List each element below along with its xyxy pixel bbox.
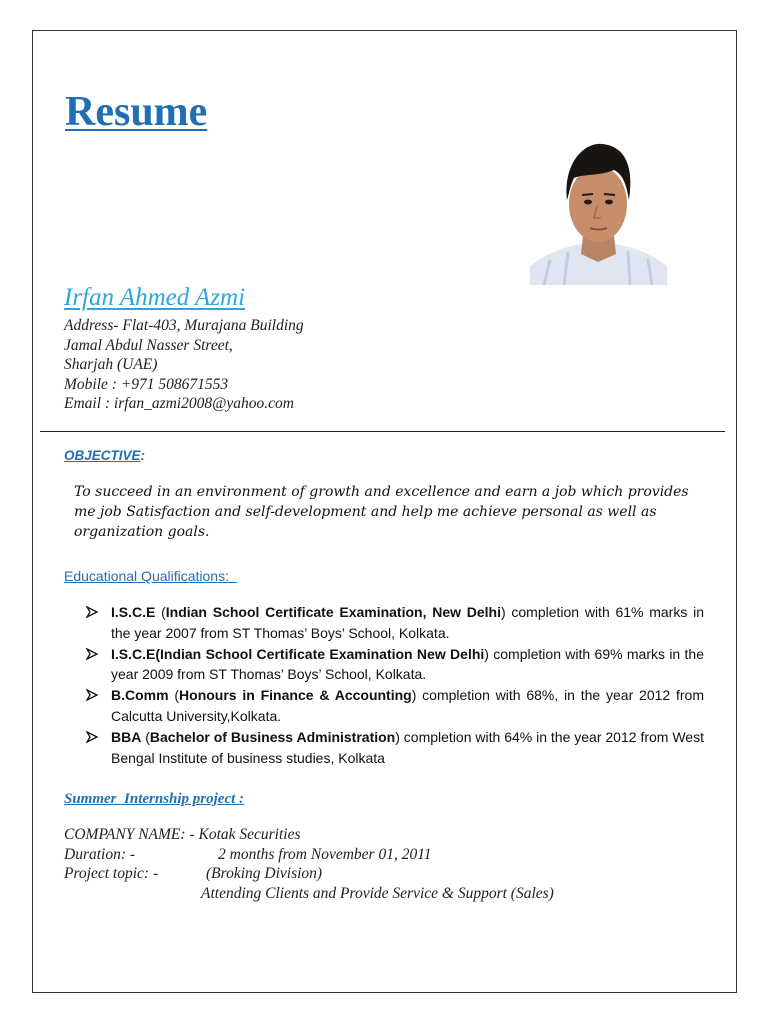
objective-heading bbox=[64, 448, 145, 463]
objective-heading-colon: : bbox=[140, 448, 146, 463]
mobile-number: Mobile : +971 508671553 bbox=[64, 375, 229, 393]
email-address: Email : irfan_azmi2008@yahoo.com bbox=[64, 395, 294, 412]
duration-value: 2 months from November 01, 2011 bbox=[218, 845, 432, 863]
project-topic-value: (Broking Division) bbox=[206, 865, 323, 882]
objective-text: To succeed in an environment of growth and excellence and earn a job which provides me job Satisfaction and self-development and help me achieve personal as well as organization goals. bbox=[74, 484, 689, 540]
degree-detail: Indian School Certificate Examination, New Delhi bbox=[165, 604, 501, 620]
degree-completion: ) completion with 64% in the year 2012 from West Bengal Institute of business studies, Kolkata bbox=[111, 728, 704, 766]
education-item bbox=[86, 602, 704, 644]
paren-open: ( bbox=[168, 687, 180, 704]
degree-name: B.Comm bbox=[111, 687, 169, 704]
arrowhead-bullet-icon bbox=[86, 731, 98, 743]
profile-photo-image bbox=[530, 138, 667, 285]
degree-detail: Bachelor of Business Administration bbox=[149, 728, 396, 745]
profile-photo bbox=[530, 138, 667, 285]
duration-row bbox=[64, 845, 432, 865]
arrowhead-bullet-icon bbox=[86, 689, 98, 701]
education-item bbox=[86, 685, 704, 727]
degree-detail: Indian School Certificate Examination New Delhi bbox=[160, 645, 485, 662]
paren-open: ( bbox=[141, 728, 150, 745]
education-heading: Educational Qualifications: bbox=[64, 568, 237, 584]
project-topic-detail: Attending Clients and Provide Service & Support (Sales) bbox=[201, 884, 554, 902]
paren-open: ( bbox=[155, 604, 166, 620]
degree-name: I.S.C.E( bbox=[111, 645, 161, 662]
project-topic-detail-row bbox=[64, 884, 554, 904]
internship-block bbox=[64, 825, 554, 903]
education-item bbox=[86, 727, 704, 769]
degree-name: I.S.C.E bbox=[111, 604, 156, 620]
arrowhead-bullet-icon bbox=[86, 606, 98, 618]
address-line-1: Address- Flat-403, Murajana Building bbox=[64, 317, 304, 334]
section-divider bbox=[40, 431, 725, 432]
degree-completion: ) completion with 69% marks in the year 2009 from ST Thomas’ Boys’ School, Kolkata. bbox=[111, 645, 705, 683]
objective-heading-label: OBJECTIVE bbox=[64, 448, 141, 463]
resume-title: Resume bbox=[65, 89, 208, 135]
education-list bbox=[86, 602, 704, 768]
internship-heading: Summer Internship project : bbox=[64, 791, 245, 807]
education-item bbox=[86, 644, 704, 686]
candidate-name: Irfan Ahmed Azmi bbox=[64, 284, 246, 311]
degree-completion: ) completion with 61% marks in the year 2007 from ST Thomas’ Boys’ School, Kolkata. bbox=[111, 604, 704, 641]
address-line-2: Jamal Abdul Nasser Street, bbox=[64, 336, 233, 354]
duration-label: Duration: - bbox=[64, 845, 136, 863]
project-topic-label: Project topic: - bbox=[64, 865, 159, 882]
degree-detail: Honours in Finance & Accounting bbox=[179, 687, 412, 704]
address-city: Sharjah (UAE) bbox=[64, 356, 158, 373]
contact-block bbox=[64, 316, 304, 414]
project-topic-row bbox=[64, 864, 323, 884]
arrowhead-bullet-icon bbox=[86, 648, 98, 660]
company-name: COMPANY NAME: - Kotak Securities bbox=[64, 826, 301, 843]
degree-name: BBA bbox=[111, 728, 142, 745]
degree-completion: ) completion with 68%, in the year 2012 from Calcutta University,Kolkata. bbox=[111, 687, 704, 724]
